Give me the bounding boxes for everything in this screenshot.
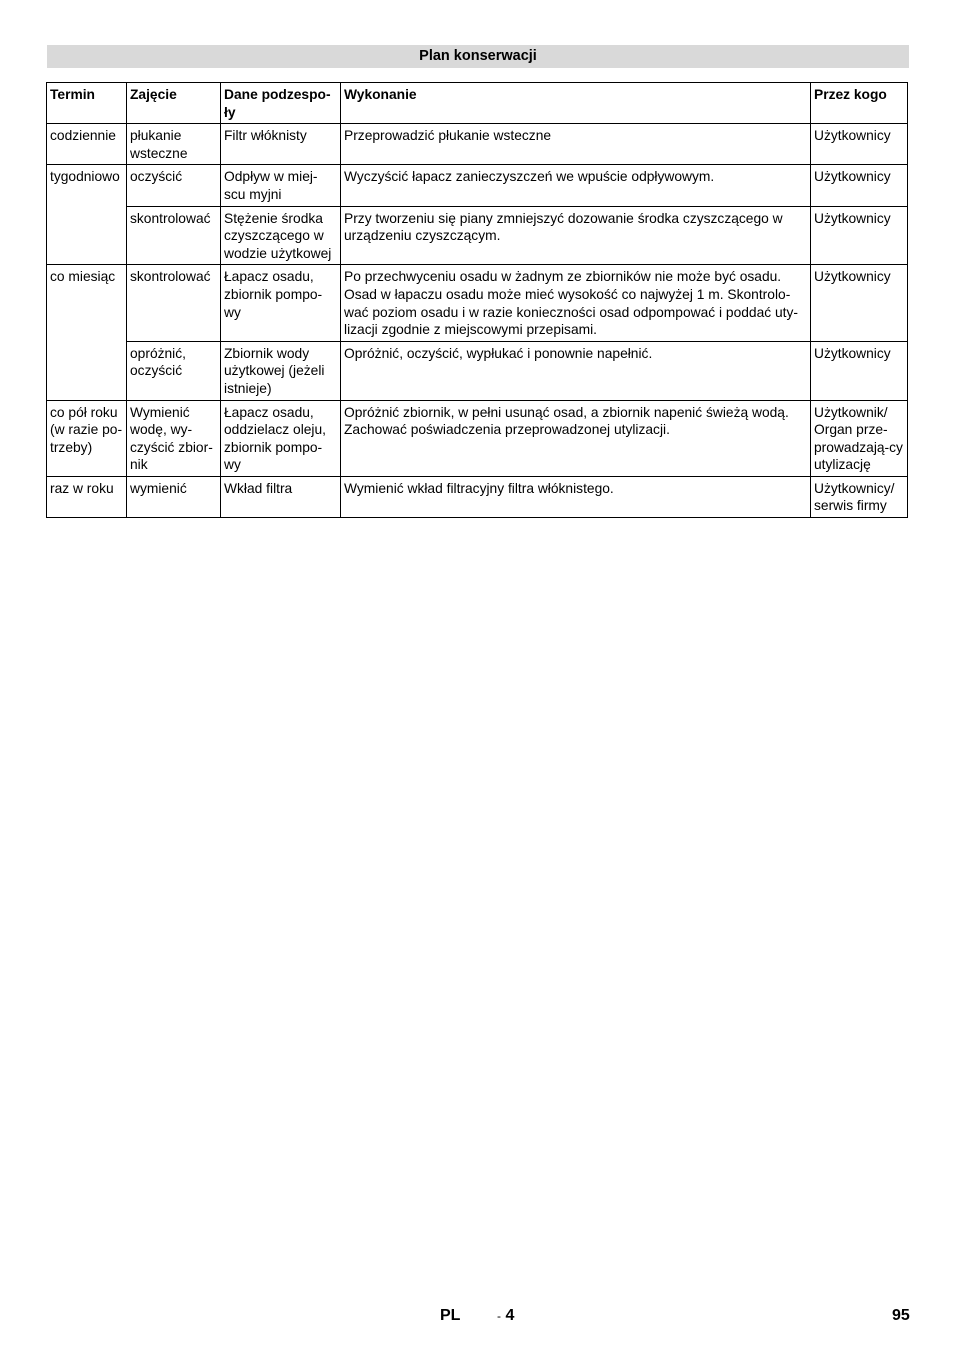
cell-wykonanie: Po przechwyceniu osadu w żadnym ze zbiorników nie może być osadu. Osad w łapaczu osadu może mieć wysokość co najwyżej 1 m. Skontrolo-wać poziom osadu i w razie konieczności osad odpompować i poddać uty-lizacji zgodnie z miejscowymi przepisami. [341,265,811,341]
cell-przez-kogo: Użytkownicy [811,265,908,341]
cell-zajecie: Wymienić wodę, wy-czyścić zbior-nik [127,400,221,476]
header-wykonanie: Wykonanie [341,83,811,124]
table-header-row [47,83,908,124]
cell-termin: co miesiąc [47,265,127,341]
cell-termin [47,206,127,265]
table-row [47,206,908,265]
page-number: 95 [892,1307,910,1324]
cell-termin: raz w roku [47,476,127,517]
cell-dane: Odpływ w miej-scu myjni [221,165,341,206]
cell-wykonanie: Wyczyścić łapacz zanieczyszczeń we wpuście odpływowym. [341,165,811,206]
cell-wykonanie: Opróżnić zbiornik, w pełni usunąć osad, a zbiornik napenić świeżą wodą. Zachować poświadczenia przeprowadzonej utylizacji. [341,400,811,476]
table-row [47,341,908,400]
header-termin: Termin [47,83,127,124]
cell-przez-kogo: Użytkownicy [811,165,908,206]
section-title: Plan konserwacji [47,45,909,68]
cell-zajecie: wymienić [127,476,221,517]
table-row [47,476,908,517]
cell-zajecie: płukanie wsteczne [127,124,221,165]
cell-zajecie: opróżnić, oczyścić [127,341,221,400]
footer-section-number: 4 [505,1307,515,1324]
table-row [47,124,908,165]
cell-termin [47,341,127,400]
maintenance-plan-table [46,82,908,518]
cell-przez-kogo: Użytkownicy [811,124,908,165]
cell-zajecie: skontrolować [127,265,221,341]
cell-przez-kogo: Użytkownicy/ serwis firmy [811,476,908,517]
header-zajecie: Zajęcie [127,83,221,124]
cell-dane: Łapacz osadu, zbiornik pompo-wy [221,265,341,341]
cell-zajecie: oczyścić [127,165,221,206]
cell-dane: Filtr włóknisty [221,124,341,165]
footer-section [497,1307,514,1325]
cell-przez-kogo: Użytkownicy [811,341,908,400]
footer-dash: - [497,1309,501,1323]
cell-dane: Łapacz osadu, oddzielacz oleju, zbiornik pompo-wy [221,400,341,476]
table-row [47,400,908,476]
footer-language: PL [440,1307,461,1324]
cell-dane: Stężenie środka czyszczącego w wodzie użytkowej [221,206,341,265]
cell-przez-kogo: Użytkownicy [811,206,908,265]
cell-wykonanie: Przeprowadzić płukanie wsteczne [341,124,811,165]
cell-wykonanie: Przy tworzeniu się piany zmniejszyć dozowanie środka czyszczącego w urządzeniu czyszczącym. [341,206,811,265]
cell-zajecie: skontrolować [127,206,221,265]
cell-termin: co pół roku (w razie po-trzeby) [47,400,127,476]
cell-dane: Zbiornik wody użytkowej (jeżeli istnieje) [221,341,341,400]
cell-wykonanie: Opróżnić, oczyścić, wypłukać i ponownie napełnić. [341,341,811,400]
cell-termin: tygodniowo [47,165,127,206]
cell-wykonanie: Wymienić wkład filtracyjny filtra włóknistego. [341,476,811,517]
table-row [47,165,908,206]
cell-termin: codziennie [47,124,127,165]
table-row [47,265,908,341]
header-przez-kogo: Przez kogo [811,83,908,124]
cell-dane: Wkład filtra [221,476,341,517]
header-dane-podzespoly: Dane podzespo-ły [221,83,341,124]
cell-przez-kogo: Użytkownik/ Organ prze-prowadzają-cy utylizację [811,400,908,476]
